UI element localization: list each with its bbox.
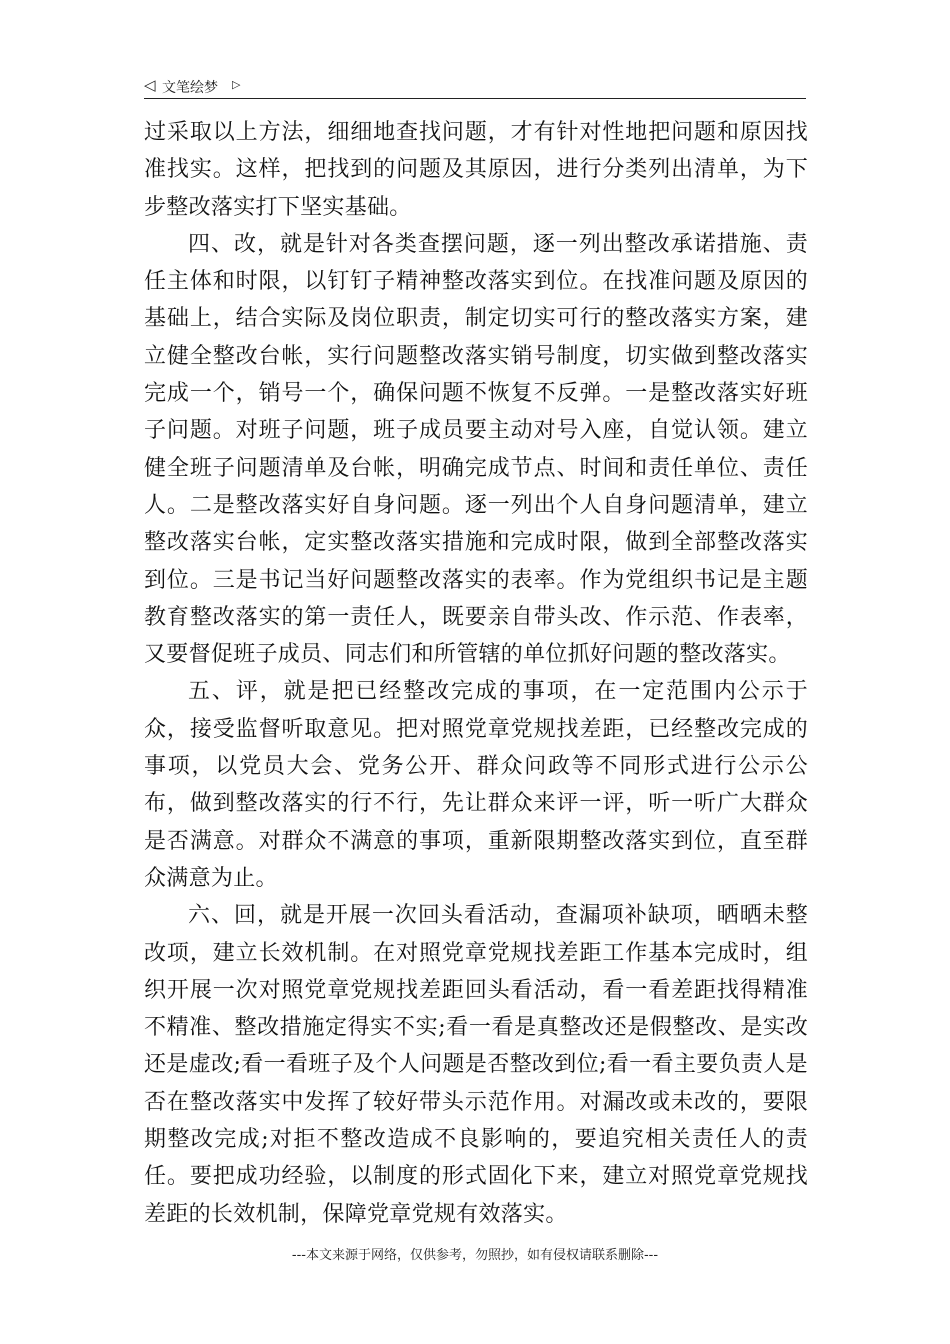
footer-disclaimer: ---本文来源于网络，仅供参考，勿照抄，如有侵权请联系删除---: [291, 1248, 659, 1263]
document-body: [144, 114, 808, 1233]
header-brand: 文笔绘梦: [162, 80, 218, 96]
paragraph-ping: 五、评，就是把已经整改完成的事项，在一定范围内公示于众，接受监督听取意见。把对照党章党规找差距，已经整改完成的事项，以党员大会、党务公开、群众问政等不同形式进行公示公布，做到整改落实的行不行，先让群众来评一评，听一听广大群众是否满意。对群众不满意的事项，重新限期整改落实到位，直至群众满意为止。: [144, 679, 808, 891]
page-header: [144, 70, 806, 99]
left-triangle-icon: ◁: [144, 76, 156, 94]
right-triangle-icon: ▷: [232, 78, 241, 91]
paragraph-hui: 六、回，就是开展一次回头看活动，查漏项补缺项，晒晒未整改项，建立长效机制。在对照党章党规找差距工作基本完成时，组织开展一次对照党章党规找差距回头看活动，看一看差距找得精准不精准、整改措施定得实不实;看一看是真整改还是假整改、是实改还是虚改;看一看班子及个人问题是否整改到位;看一看主要负责人是否在整改落实中发挥了较好带头示范作用。对漏改或未改的，要限期整改完成;对拒不整改造成不良影响的，要追究相关责任人的责任。要把成功经验，以制度的形式固化下来，建立对照党章党规找差距的长效机制，保障党章党规有效落实。: [144, 903, 808, 1227]
paragraph-gai: 四、改，就是针对各类查摆问题，逐一列出整改承诺措施、责任主体和时限，以钉钉子精神整改落实到位。在找准问题及原因的基础上，结合实际及岗位职责，制定切实可行的整改落实方案，建立健全整改台帐，实行问题整改落实销号制度，切实做到整改落实完成一个，销号一个，确保问题不恢复不反弹。一是整改落实好班子问题。对班子问题，班子成员要主动对号入座，自觉认领。建立健全班子问题清单及台帐，明确完成节点、时间和责任单位、责任人。二是整改落实好自身问题。逐一列出个人自身问题清单，建立整改落实台帐，定实整改落实措施和完成时限，做到全部整改落实到位。三是书记当好问题整改落实的表率。作为党组织书记是主题教育整改落实的第一责任人，既要亲自带头改、作示范、作表率，又要督促班子成员、同志们和所管辖的单位抓好问题的整改落实。: [144, 231, 808, 668]
paragraph-continuation: 过采取以上方法，细细地查找问题，才有针对性地把问题和原因找准找实。这样，把找到的问题及其原因，进行分类列出清单，为下步整改落实打下坚实基础。: [144, 120, 808, 220]
